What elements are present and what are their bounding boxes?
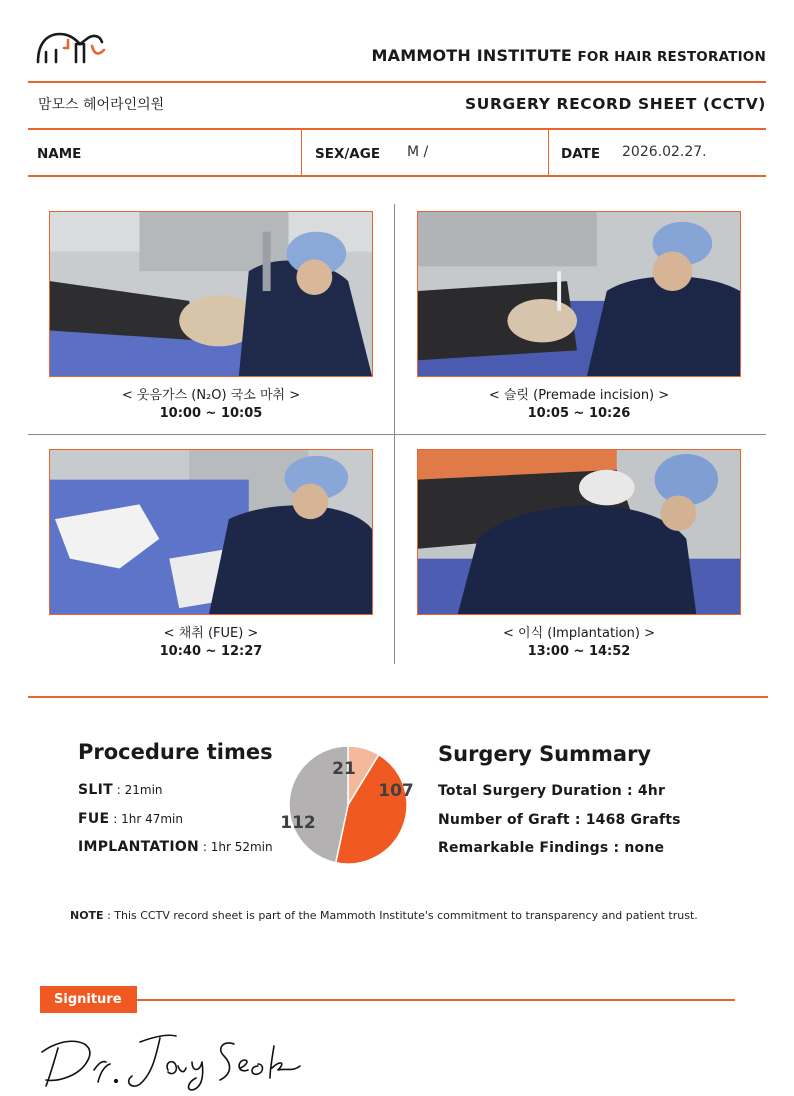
section-divider: [28, 696, 768, 698]
brand-main: MAMMOTH INSTITUTE: [371, 46, 573, 65]
step-time: 13:00 ~ 14:52: [527, 644, 631, 659]
step-label: < 이식 (Implantation) >: [503, 626, 655, 641]
mammoth-logo: [36, 28, 108, 66]
step-label: < 채취 (FUE) >: [163, 626, 259, 641]
step-caption: [49, 387, 373, 423]
step-time: 10:00 ~ 10:05: [159, 406, 263, 421]
pie-data-label: 112: [280, 813, 316, 833]
step-label: < 웃음가스 (N₂O) 국소 마취 >: [121, 388, 301, 403]
procedure-value: : 21min: [112, 783, 163, 797]
summary-item: Total Surgery Duration : 4hr: [438, 783, 666, 799]
step-time: 10:40 ~ 12:27: [159, 644, 263, 659]
procedure-label: FUE: [78, 811, 110, 827]
procedure-item: [78, 811, 183, 827]
summary-item: Remarkable Findings : none: [438, 840, 665, 856]
procedure-label: SLIT: [78, 782, 113, 798]
brand-sub: FOR HAIR RESTORATION: [577, 49, 766, 65]
note-text: : This CCTV record sheet is part of the Mammoth Institute's commitment to transparency and patient trust.: [103, 909, 698, 922]
cctv-photo-fue: [49, 449, 373, 615]
note: [70, 909, 698, 922]
sheet-title: SURGERY RECORD SHEET (CCTV): [465, 95, 766, 113]
signature-label: Signiture: [40, 986, 137, 1013]
summary-item: Number of Graft : 1468 Grafts: [438, 812, 681, 828]
brand-name: [372, 46, 766, 65]
cctv-photo-slit: [417, 211, 741, 377]
surgery-summary-title: Surgery Summary: [438, 742, 652, 766]
clinic-name-kr: 맘모스 헤어라인의원: [38, 97, 165, 113]
divider: [28, 81, 766, 83]
step-caption: [417, 625, 741, 661]
divider: [28, 175, 766, 177]
cctv-photo-anesthesia: [49, 211, 373, 377]
handwritten-signature: [36, 1026, 306, 1092]
date-label: DATE: [561, 146, 601, 162]
name-label: NAME: [37, 146, 82, 162]
pie-data-label: 21: [332, 759, 356, 779]
procedure-item: [78, 839, 273, 855]
procedure-item: [78, 782, 163, 798]
date-value: 2026.02.27.: [622, 144, 707, 160]
procedure-label: IMPLANTATION: [78, 839, 200, 855]
procedure-value: : 1hr 47min: [109, 812, 183, 826]
column-divider: [548, 130, 549, 176]
column-divider: [301, 130, 302, 176]
step-caption: [417, 387, 741, 423]
grid-divider-horizontal: [28, 434, 766, 435]
sex-age-value: M /: [407, 144, 429, 160]
step-time: 10:05 ~ 10:26: [527, 406, 631, 421]
step-label: < 슬릿 (Premade incision) >: [488, 388, 670, 403]
procedure-pie-chart: [280, 738, 430, 872]
step-caption: [49, 625, 373, 661]
procedure-times-title: Procedure times: [78, 740, 273, 764]
pie-data-label: 107: [378, 781, 414, 801]
signature-line: [137, 999, 735, 1001]
patient-info-row: [28, 130, 766, 176]
sex-age-label: SEX/AGE: [315, 146, 381, 162]
note-label: NOTE: [70, 909, 104, 922]
procedure-value: : 1hr 52min: [199, 840, 273, 854]
cctv-photo-implantation: [417, 449, 741, 615]
